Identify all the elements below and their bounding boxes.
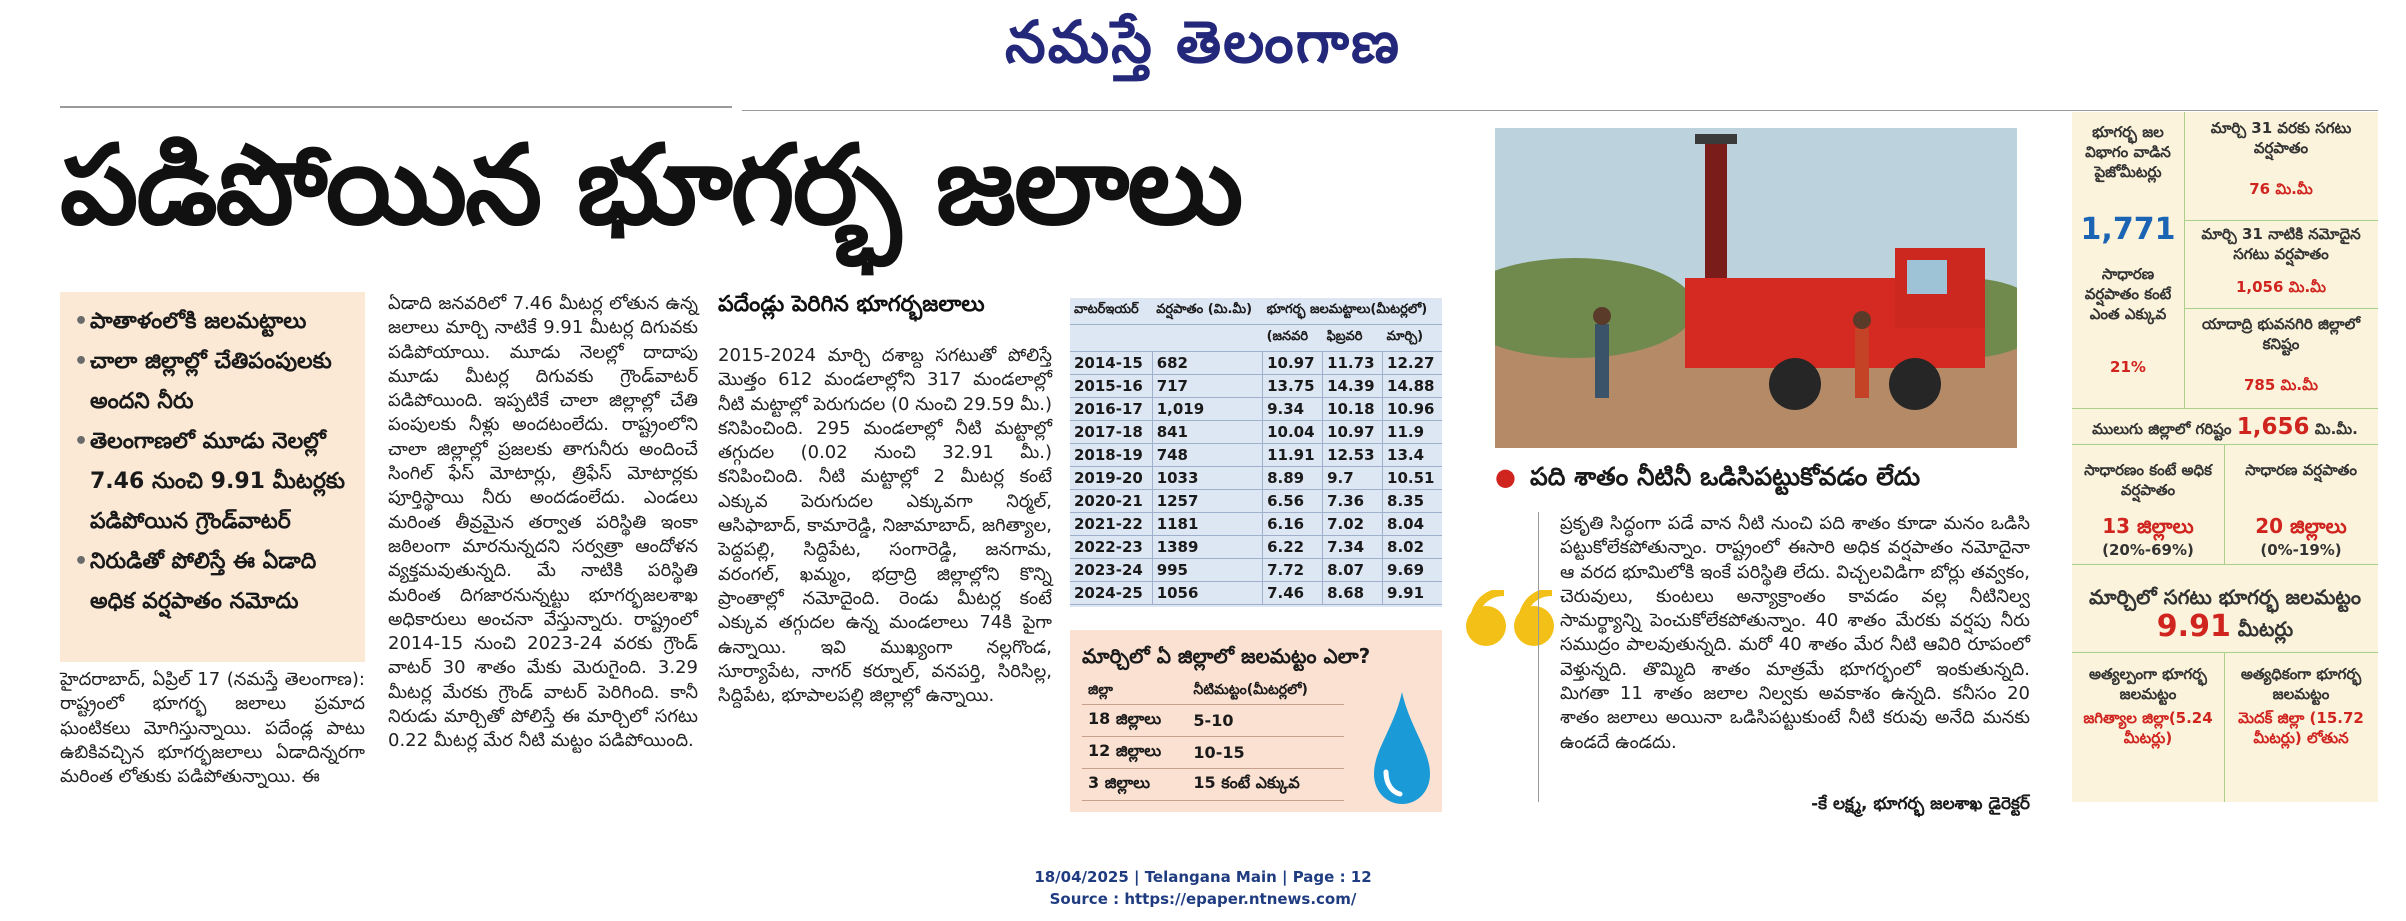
normal-label: సాధారణ వర్షపాతం [2245, 461, 2357, 479]
table-row [1070, 421, 1442, 444]
article-column-1: హైదరాబాద్, ఏప్రిల్ 17 (నమస్తే తెలంగాణ): రాష్ట్రంలో భూగర్భ జలాలు ప్రమాద ఘంటికలు మోగిస్తున్నాయి. పదేండ్ల పాటు ఉబికివచ్చిన భూగర్భజలాలు ఏడాదిన్నరగా మరింత లోతుకు పడిపోతున్నాయి. ఈ [60, 669, 365, 788]
district-header-level: నీటిమట్టం(మీటర్లలో) [1187, 679, 1344, 705]
quote-signature: -కే లక్ష్మ, భూగర్భ జలశాఖ డైరెక్టర్ [1811, 794, 2030, 814]
table-row [1082, 705, 1344, 737]
highlight-item: • పాతాళంలోకి జలమట్టాలు [74, 302, 351, 342]
rainfall-groundwater-table [1070, 298, 1442, 607]
table-cell: 6.16 [1263, 513, 1323, 536]
table-cell: 10.97 [1263, 352, 1323, 375]
table-cell: 10.51 [1383, 467, 1442, 490]
table-subheader-mar: మార్చి) [1383, 325, 1442, 352]
highlight-item: • నిరుడితో పోలిస్తే ఈ ఏడాది అధిక వర్షపాతం నమోదు [74, 542, 351, 622]
table-cell: 1056 [1152, 582, 1262, 605]
min-rainfall-label: యాదాద్రి భువనగిరి జిల్లాలో కనిష్టం [2201, 315, 2361, 353]
table-cell: 14.39 [1323, 375, 1383, 398]
table-cell: 9.91 [1383, 582, 1442, 605]
table-header-groundwater: భూగర్భ జలమట్టాలు(మీటర్లలో) [1263, 298, 1442, 325]
table-cell: 1181 [1152, 513, 1262, 536]
table-cell: 1,019 [1152, 398, 1262, 421]
table-cell: 2015-16 [1070, 375, 1152, 398]
footer-source-line: Source : https://epaper.ntnews.com/ [1049, 890, 1357, 908]
table-cell: 13.75 [1263, 375, 1323, 398]
table-cell: 682 [1152, 352, 1262, 375]
table-cell: 7.46 [1263, 582, 1323, 605]
avg-rainfall-value: 76 మి.మీ [2249, 180, 2313, 198]
table-cell: 2020-21 [1070, 490, 1152, 513]
table-row [1070, 352, 1442, 375]
table-cell: 15 కంటే ఎక్కువ [1187, 769, 1344, 801]
march-avg-block: మార్చిలో సగటు భూగర్భ జలమట్టం 9.91 మీటర్లు [2088, 585, 2361, 644]
normal-range: (0%-19%) [2260, 541, 2342, 559]
table-cell: 6.22 [1263, 536, 1323, 559]
table-cell: 1257 [1152, 490, 1262, 513]
table-cell: 3 జిల్లాలు [1082, 769, 1187, 801]
article-column-2: ఏడాది జనవరిలో 7.46 మీటర్ల లోతున ఉన్న జలాలు మార్చి నాటికే 9.91 మీటర్ల దిగువకు పడిపోయాయి. మూడు నెలల్లో దాదాపు మూడు మీటర్ల దిగువకు గ్రౌండ్‌వాటర్ పడిపోయింది. ఇప్పటికే చాలా జిల్లాల్లో చేతి పంపులకు నీళ్లు అందటంలేదు. రాష్ట్రంలోని చాలా జిల్లాల్లో ప్రజలకు తాగునీరు అందించే సింగిల్ ఫేస్ మోటార్లు, త్రిఫేస్ మోటార్లకు పూర్తిస్థాయి నీరు అందడంలేదు. ఎండలు మరింత తీవ్రమైన తర్వాత పరిస్థితి ఇంకా జఠిలంగా మారనున్నదని సర్వత్రా ఆందోళన వ్యక్తమవుతున్నది. మే నాటికి పరిస్థితి మరింత దిగజారనున్నట్టు భూగర్భజలశాఖ అధికారులు అంచనా వేస్తున్నారు. రాష్ట్రంలో 2014-15 నుంచి 2023-24 వరకు గ్రౌండ్ వాటర్ 30 శాతం మేకు మెరుగైంది. 3.29 మీటర్ల మేరకు గ్రౌండ్ వాటర్ పెరిగింది. కానీ నిరుడు మార్చితో పోలిస్తే ఈ మార్చిలో సగటు 0.22 మీటర్ల మేర నీటి మట్టం పడిపోయింది. [388, 293, 698, 752]
table-cell: 12 జిల్లాలు [1082, 737, 1187, 769]
table-cell: 11.73 [1323, 352, 1383, 375]
recorded-rainfall-label: మార్చి 31 నాటికి నమోదైన సగటు వర్షపాతం [2201, 225, 2361, 263]
water-drop-icon [1370, 688, 1434, 808]
excess-label: సాధారణం కంటే అధిక వర్షపాతం [2084, 461, 2212, 499]
table-header-year: వాటర్‌ఇయర్ [1070, 298, 1152, 325]
table-cell: 11.91 [1263, 444, 1323, 467]
quote-text: ప్రకృతి సిద్ధంగా పడే వాన నీటి నుంచి పది శాతం కూడా మనం ఒడిసి పట్టుకోలేకపోతున్నాం. రాష్ట్రంలో ఈసారి అధిక వర్షపాతం నమోదైనా ఆ వరద భూమిలోకి ఇంకే పరిస్థితి లేదు. విచ్చలవిడిగా బోర్లు తవ్వకం, చెరువులు, కుంటలు అన్యాక్రాంతం కావడం వల్ల నీటినిల్వ సామర్థ్యాన్ని పెంచుకోలేకపోతున్నాం. 40 శాతం మేరకు వర్షపు నీరు సముద్రం పాలవుతున్నది. మరో 40 శాతం మేర నీటి ఆవిరి రూపంలో వెళ్తున్నది. తొమ్మిది శాతం మాత్రమే భూగర్భంలో ఇంకుతున్నది. మిగతా 11 శాతం జలాల నిల్వకు అవకాశం ఉన్నది. కనీసం 20 శాతం జలాలు అయినా ఒడిసిపట్టుకుంటే నీటి కరువు అనేది మనకు ఉండదే ఉండదు. [1560, 513, 2030, 753]
table-cell: 8.35 [1383, 490, 1442, 513]
table-cell: 7.72 [1263, 559, 1323, 582]
article-column-3: 2015-2024 మార్చి దశాబ్ద సగటుతో పోలిస్తే మొత్తం 612 మండలాల్లోని 317 మండలాల్లో నీటి మట్టాల్లో పెరుగుదల (0 నుంచి 29.59 మీ.) కనిపించింది. 295 మండలాల్లో నీటి మట్టాల్లో తగ్గుదల (0.02 నుంచి 32.91 మీ.) కనిపించింది. నీటి మట్టాల్లో 2 మీటర్ల కంటే ఎక్కువ పెరుగుదల ఎక్కువగా నిర్మల్, ఆసిఫాబాద్, కామారెడ్డి, నిజామాబాద్, జగిత్యాల, పెద్దపల్లి, సిద్దిపేట, సంగారెడ్డి, జనగామ, వరంగల్, ఖమ్మం, భద్రాద్రి జిల్లాల్లోని కొన్ని ప్రాంతాల్లో నమోదైంది. రెండు మీటర్ల కంటే ఎక్కువ తగ్గుదల ఉన్న మండలాలు 74కి పైగా ఉన్నాయి. ఇవి ముఖ్యంగా నల్లగొండ, సూర్యాపేట, నాగర్ కర్నూల్, వనపర్తి, సిరిసిల్ల, సిద్దిపేట, భూపాలపల్లి జిల్లాల్లో ఉన్నాయి. [718, 345, 1052, 707]
table-row [1070, 375, 1442, 398]
highlights-box [60, 292, 365, 662]
highlight-item: • చాలా జిల్లాల్లో చేతిపంపులకు అందని నీరు [74, 342, 351, 422]
table-cell: 10-15 [1187, 737, 1344, 769]
quote-heading: ● పది శాతం నీటినీ ఒడిసిపట్టుకోవడం లేదు [1495, 462, 1921, 491]
table-subheader-jan: (జనవరి [1263, 325, 1323, 352]
masthead: నమస్తే తెలంగాణ [1005, 8, 1401, 76]
table-cell: 12.27 [1383, 352, 1442, 375]
quote-divider [1538, 512, 1539, 802]
lowest-label: అత్యల్పంగా భూగర్భ జలమట్టం [2088, 665, 2207, 703]
table-row [1082, 769, 1344, 801]
table-cell: 9.34 [1263, 398, 1323, 421]
highlight-item: • తెలంగాణలో మూడు నెలల్లో 7.46 నుంచి 9.91 మీటర్లకు పడిపోయిన గ్రౌండ్‌వాటర్ [74, 422, 351, 542]
masthead-rule-right [742, 110, 2378, 111]
table-cell: 2024-25 [1070, 582, 1152, 605]
table-cell: 748 [1152, 444, 1262, 467]
section-subheading: పదేండ్లు పెరిగిన భూగర్భజలాలు [718, 292, 985, 317]
highest-value: మెదక్ జిల్లా (15.72 మీటర్లు) లోతున [2238, 709, 2364, 747]
district-header-district: జిల్లా [1082, 679, 1187, 705]
above-normal-value: 21% [2110, 358, 2146, 376]
table-row [1070, 559, 1442, 582]
table-cell: 9.7 [1323, 467, 1383, 490]
table-cell: 717 [1152, 375, 1262, 398]
table-cell: 2017-18 [1070, 421, 1152, 444]
table-cell: 1389 [1152, 536, 1262, 559]
page-footer [0, 866, 2406, 910]
table-cell: 10.04 [1263, 421, 1323, 444]
table-cell: 2016-17 [1070, 398, 1152, 421]
footer-date-line: 18/04/2025 | Telangana Main | Page : 12 [1034, 868, 1372, 886]
table-row [1070, 536, 1442, 559]
piezometers-label: భూగర్భ జల విభాగం వాడిన పైజోమీటర్లు [2085, 123, 2171, 181]
borewell-rig-photo [1495, 128, 2017, 448]
masthead-rule-left [60, 106, 732, 108]
recorded-rainfall-value: 1,056 మి.మీ [2235, 278, 2327, 296]
excess-range: (20%-69%) [2102, 541, 2194, 559]
excess-value: 13 జిల్లాలు [2102, 514, 2194, 538]
highest-label: అత్యధికంగా భూగర్భ జలమట్టం [2240, 665, 2362, 703]
table-cell: 2019-20 [1070, 467, 1152, 490]
above-normal-label: సాధారణ వర్షపాతం కంటే ఎంత ఎక్కువ [2084, 265, 2172, 323]
table-cell: 6.56 [1263, 490, 1323, 513]
table-cell: 10.97 [1323, 421, 1383, 444]
table-cell: 7.34 [1323, 536, 1383, 559]
piezometers-value: 1,771 [2080, 212, 2176, 247]
table-subheader-feb: ఫిబ్రవరి [1323, 325, 1383, 352]
table-cell: 8.89 [1263, 467, 1323, 490]
bullet-icon: ● [1495, 463, 1516, 491]
table-cell: 10.96 [1383, 398, 1442, 421]
lowest-value: జగిత్యాల జిల్లా(5.24 మీటర్లు) [2083, 709, 2213, 747]
table-cell: 7.36 [1323, 490, 1383, 513]
table-row [1070, 398, 1442, 421]
table-cell: 10.18 [1323, 398, 1383, 421]
table-row [1070, 582, 1442, 605]
table-row [1070, 444, 1442, 467]
table-cell: 12.53 [1323, 444, 1383, 467]
table-cell: 8.07 [1323, 559, 1383, 582]
table-header-rainfall: వర్షపాతం (మి.మీ) [1152, 298, 1262, 325]
table-cell: 2023-24 [1070, 559, 1152, 582]
table-cell: 8.68 [1323, 582, 1383, 605]
table-row [1082, 737, 1344, 769]
table-cell: 13.4 [1383, 444, 1442, 467]
table-cell: 2014-15 [1070, 352, 1152, 375]
table-cell: 9.69 [1383, 559, 1442, 582]
table-cell: 2021-22 [1070, 513, 1152, 536]
max-rainfall-row: ములుగు జిల్లాలో గరిష్టం 1,656 మి.మీ. [2092, 414, 2358, 440]
table-cell: 8.02 [1383, 536, 1442, 559]
district-box-title: మార్చిలో ఏ జిల్లాలో జలమట్టం ఎలా? [1082, 644, 1371, 668]
min-rainfall-value: 785 మి.మీ [2244, 376, 2318, 394]
table-row [1070, 513, 1442, 536]
table-cell: 2018-19 [1070, 444, 1152, 467]
table-cell: 8.04 [1383, 513, 1442, 536]
quote-mark-icon [1464, 590, 1558, 650]
table-row [1070, 490, 1442, 513]
stats-sidebar [2072, 112, 2378, 802]
table-cell: 2022-23 [1070, 536, 1152, 559]
table-cell: 11.9 [1383, 421, 1442, 444]
table-cell: 1033 [1152, 467, 1262, 490]
table-cell: 14.88 [1383, 375, 1442, 398]
table-cell: 7.02 [1323, 513, 1383, 536]
normal-value: 20 జిల్లాలు [2255, 514, 2347, 538]
table-cell: 841 [1152, 421, 1262, 444]
table-cell: 995 [1152, 559, 1262, 582]
table-row [1070, 467, 1442, 490]
headline: పడిపోయిన భూగర్భ జలాలు [60, 120, 1242, 249]
table-cell: 18 జిల్లాలు [1082, 705, 1187, 737]
avg-rainfall-label: మార్చి 31 వరకు సగటు వర్షపాతం [2210, 119, 2352, 157]
table-cell: 5-10 [1187, 705, 1344, 737]
